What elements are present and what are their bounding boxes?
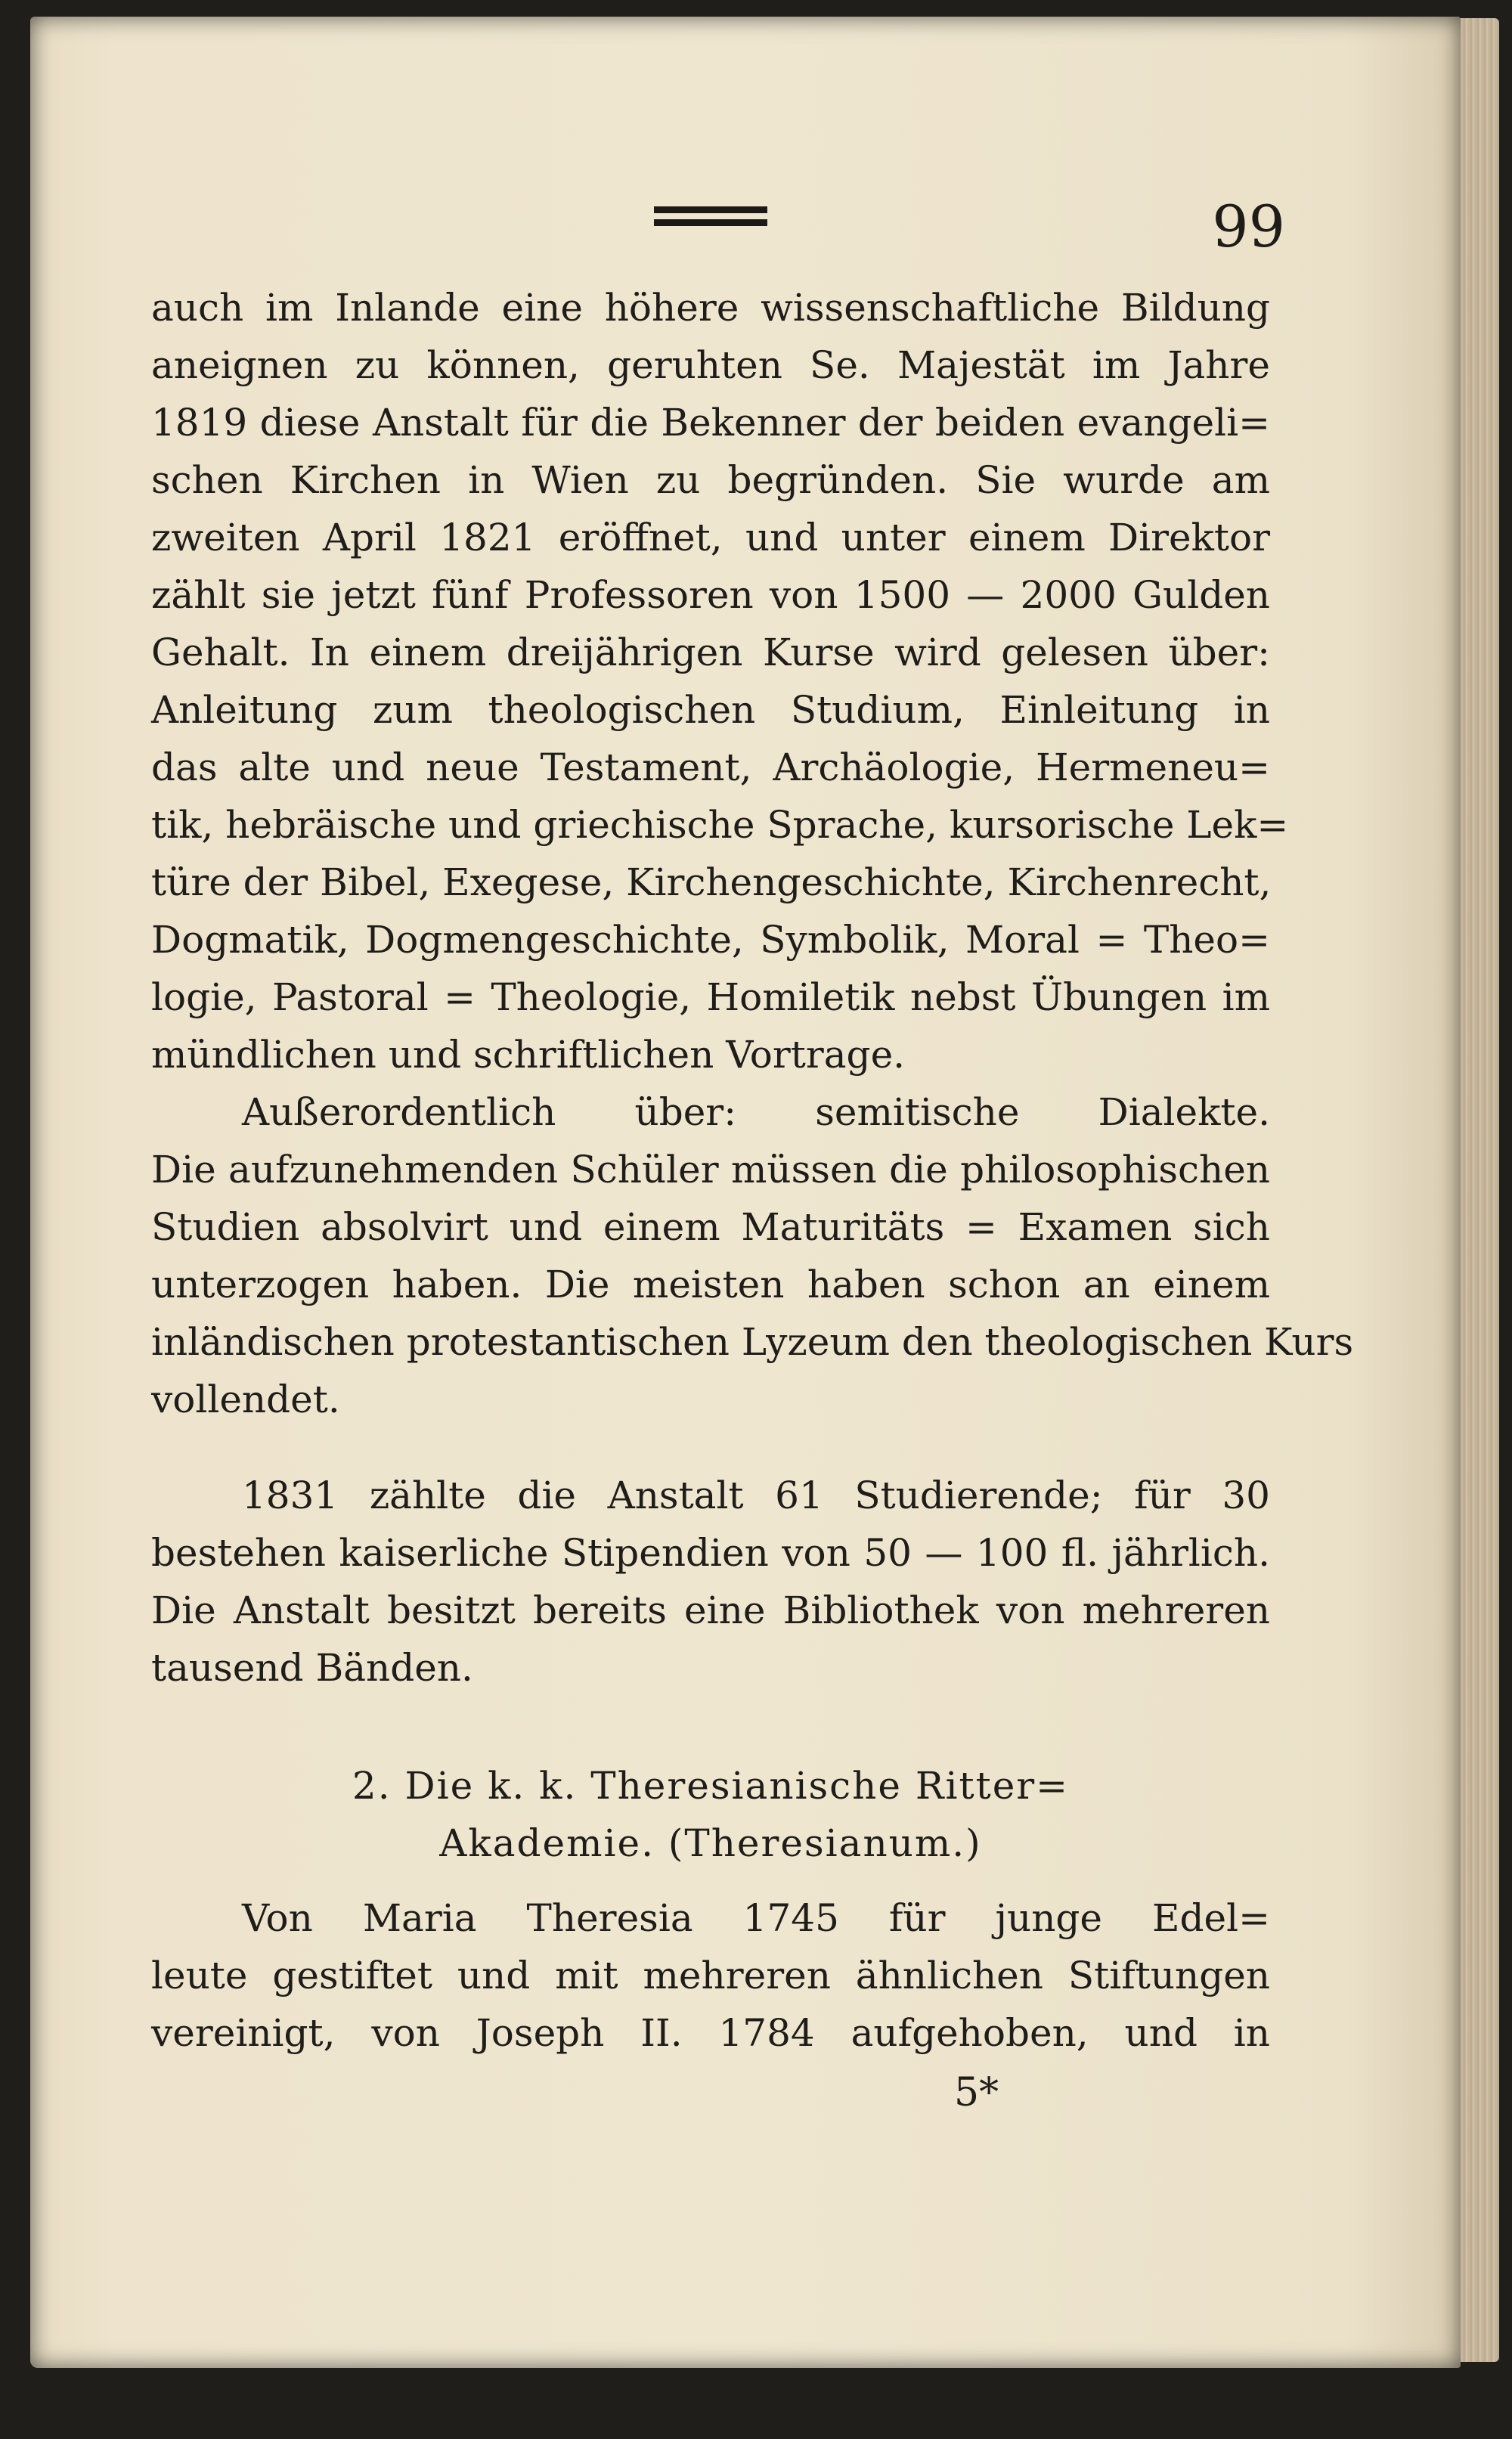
header-rule xyxy=(654,206,767,226)
page-edge xyxy=(1455,18,1499,2362)
text-line: mündlichen und schriftlichen Vortrage. xyxy=(151,1033,906,1077)
text-line: Gehalt. In einem dreijährigen Kurse wird gelesen über: xyxy=(151,631,1270,674)
text-line: bestehen kaiserliche Stipendien von 50 — 100 fl. jährlich. xyxy=(151,1531,1270,1575)
text-line: logie, Pastoral = Theologie, Homiletik nebst Übungen im xyxy=(151,975,1270,1019)
text-line: aneignen zu können, geruhten Se. Majestät im Jahre xyxy=(151,343,1270,387)
text-line: zählt sie jetzt fünf Professoren von 1500 — 2000 Gulden xyxy=(151,573,1270,617)
text-line: schen Kirchen in Wien zu begründen. Sie wurde am xyxy=(151,458,1270,502)
text-line: vollendet. xyxy=(151,1378,340,1421)
text-line: Studien absolvirt und einem Maturitäts = Examen sich xyxy=(151,1205,1270,1249)
text-line: 1819 diese Anstalt für die Bekenner der beiden evangeli= xyxy=(151,401,1270,445)
text-line: Außerordentlich über: semitische Dialekte. xyxy=(242,1090,1270,1134)
text-line: tik, hebräische und griechische Sprache, kursorische Lek= xyxy=(151,803,1289,847)
text-line: Anleitung zum theologischen Studium, Einleitung in xyxy=(151,688,1270,732)
text-line: türe der Bibel, Exegese, Kirchengeschichte, Kirchenrecht, xyxy=(151,860,1272,904)
text-line: Die aufzunehmenden Schüler müssen die philosophischen xyxy=(151,1148,1270,1192)
text-line: Von Maria Theresia 1745 für junge Edel= xyxy=(242,1896,1270,1940)
text-line: vereinigt, von Joseph II. 1784 aufgehoben, und in xyxy=(151,2011,1270,2055)
text-line: unterzogen haben. Die meisten haben schon an einem xyxy=(151,1263,1270,1306)
text-line: Die Anstalt besitzt bereits eine Bibliothek von mehreren xyxy=(151,1588,1270,1632)
text-line: tausend Bänden. xyxy=(151,1646,473,1690)
page-number: 99 xyxy=(1212,193,1285,260)
section-heading: 2. Die k. k. Theresianische Ritter= xyxy=(352,1764,1070,1808)
text-line: leute gestiftet und mit mehreren ähnlichen Stiftungen xyxy=(151,1954,1270,1997)
section-heading: Akademie. (Theresianum.) xyxy=(439,1821,982,1865)
text-line: zweiten April 1821 eröffnet, und unter einem Direktor xyxy=(151,516,1270,559)
text-line: inländischen protestantischen Lyzeum den theologischen Kurs xyxy=(151,1320,1354,1364)
text-line: auch im Inlande eine höhere wissenschaftliche Bildung xyxy=(151,286,1270,330)
text-line: Dogmatik, Dogmengeschichte, Symbolik, Moral = Theo= xyxy=(151,918,1270,962)
printer-signature: 5* xyxy=(954,2070,999,2115)
text-line: das alte und neue Testament, Archäologie, Hermeneu= xyxy=(151,745,1270,789)
text-line: 1831 zählte die Anstalt 61 Studierende; für 30 xyxy=(242,1474,1270,1517)
